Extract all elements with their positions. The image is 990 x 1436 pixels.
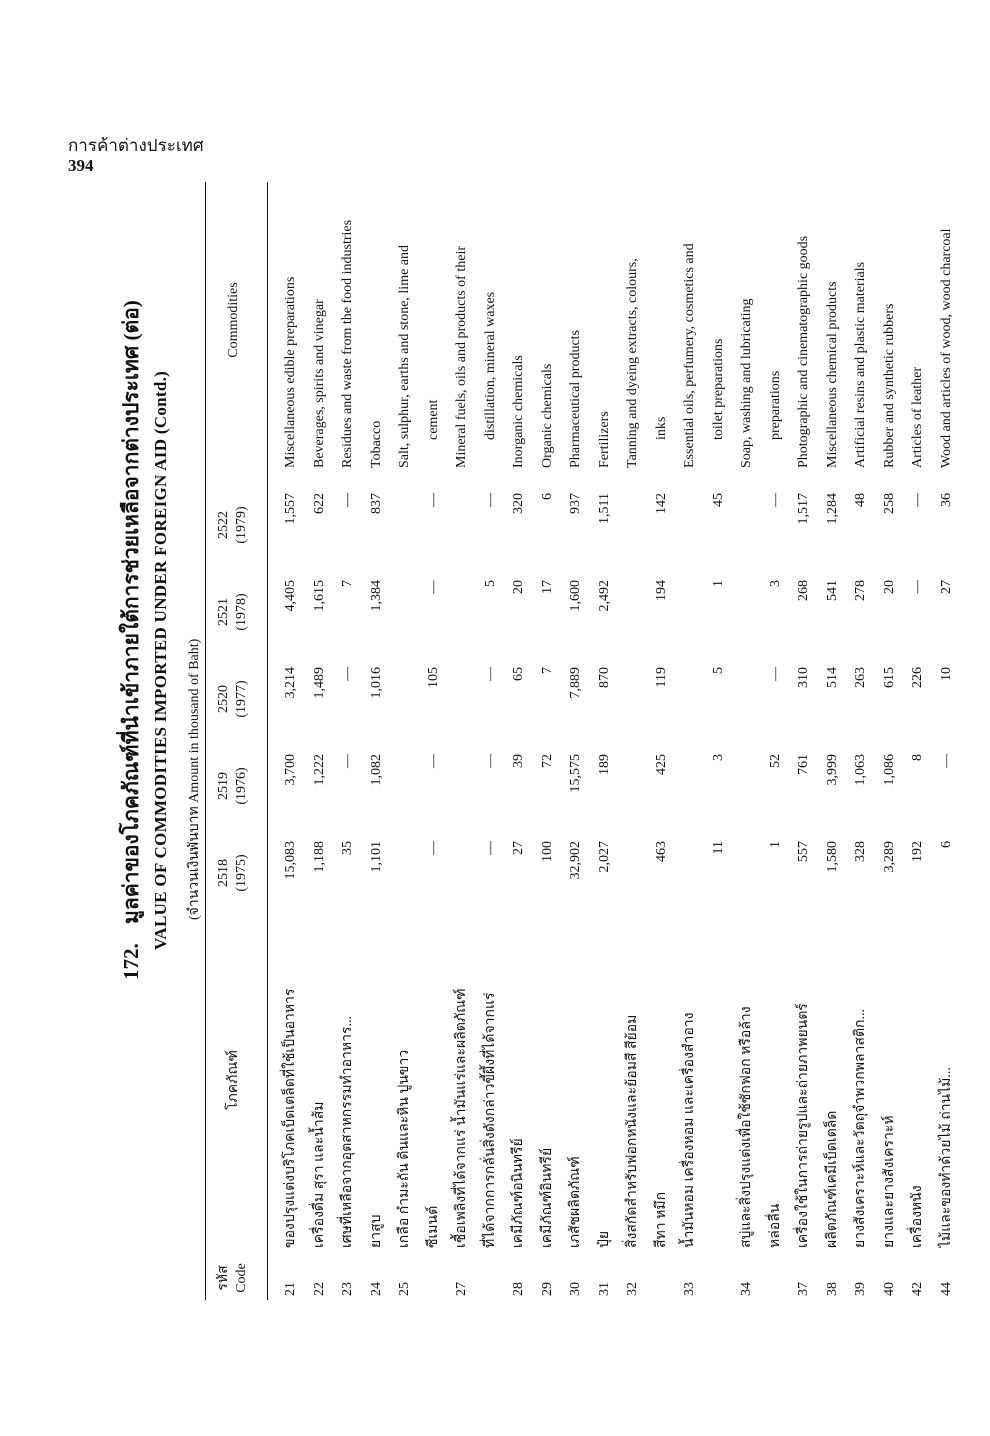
row-value-1: 39 <box>511 754 526 768</box>
col-year-1978 <box>215 580 251 644</box>
row-code: 22 <box>311 1282 327 1296</box>
row-commodity-th <box>420 928 449 1248</box>
row-value-3: 541 <box>824 580 840 601</box>
table-row <box>648 182 677 1300</box>
row-commodity-th <box>477 928 506 1248</box>
row-commodity-en: Pharmaceutical products <box>568 329 583 468</box>
row-value-1: 3,999 <box>824 754 840 786</box>
row-commodity-en: Inorganic chemicals <box>511 355 526 468</box>
row-commodity-en: Artificial resins and plastic materials <box>853 261 868 468</box>
row-value-2: — <box>767 667 783 681</box>
col-year-1979 <box>215 493 251 557</box>
row-commodity-en: Beverages, spirits and vinegar <box>311 299 327 468</box>
row-value-3: 20 <box>511 580 526 594</box>
row-commodity-th <box>904 928 933 1248</box>
table-row <box>762 182 791 1300</box>
row-value-4: 1,511 <box>596 493 612 524</box>
col-year-1977 <box>215 667 251 731</box>
row-value-3: — <box>910 580 925 594</box>
row-commodity-th-text: หล่อลื่น <box>767 1203 783 1248</box>
row-code: 24 <box>368 1282 384 1296</box>
row-value-4: — <box>482 493 498 507</box>
table-row <box>277 182 306 1300</box>
row-value-0: 11 <box>710 841 726 855</box>
col-commodities-en: Commodities <box>226 282 241 358</box>
rotated-table-sheet <box>55 150 954 1300</box>
row-value-4: 1,557 <box>283 493 298 525</box>
table-unit: (จำนวนเงินพันบาท Amount in thousand of Baht) <box>187 638 202 920</box>
row-commodity-en: Salt, sulphur, earths and stone, lime and <box>397 244 412 468</box>
page-number: 394 <box>68 156 94 175</box>
row-commodity-th-text: เกลือ กำมะถัน ดินและหิน ปูนขาว <box>397 1049 412 1248</box>
row-commodity-th <box>933 928 962 1248</box>
row-commodity-en: Miscellaneous chemical products <box>824 281 840 468</box>
row-commodity-th <box>562 928 591 1248</box>
table-row <box>705 182 734 1300</box>
year-ce: (1979) <box>234 506 249 544</box>
row-commodity-th <box>306 928 335 1248</box>
row-commodity-en: Mineral fuels, oils and products of their <box>454 245 469 468</box>
row-value-0: 1,188 <box>311 841 327 873</box>
row-value-4: — <box>910 493 925 507</box>
row-value-0: — <box>482 841 498 855</box>
row-value-4: 6 <box>539 493 555 500</box>
table-row <box>819 182 848 1300</box>
row-value-0: 1,580 <box>824 841 840 873</box>
table-row <box>847 182 876 1300</box>
row-commodity-en: inks <box>653 416 669 440</box>
row-code: 28 <box>511 1282 526 1296</box>
row-value-3: 5 <box>482 580 498 587</box>
row-commodity-th <box>391 928 420 1248</box>
row-value-1: — <box>425 754 441 768</box>
row-commodity-th-text: ไม้และของทำด้วยไม้ ถ่านไม้... <box>938 1067 954 1248</box>
row-commodity-th-text: น้ำมันหอม เครื่องหอม และเครื่องสำอาง <box>682 1012 697 1248</box>
row-value-4: 937 <box>568 493 583 514</box>
row-code: 25 <box>397 1282 412 1296</box>
table-row <box>534 182 563 1300</box>
row-value-1: 1,086 <box>881 754 897 786</box>
row-value-1: 3 <box>710 754 726 761</box>
row-commodity-th-text: ยางสังเคราะห์และวัตถุจำพวกพลาสติก... <box>853 1008 868 1248</box>
row-value-2: 514 <box>824 667 840 688</box>
row-value-2: 1,016 <box>368 667 384 699</box>
row-value-4: 36 <box>938 493 954 507</box>
row-code: 37 <box>796 1282 811 1296</box>
row-value-4: 320 <box>511 493 526 514</box>
row-commodity-en: Essential oils, perfumery, cosmetics and <box>682 243 697 468</box>
table-row <box>306 182 335 1300</box>
row-commodity-en: Tobacco <box>368 420 384 468</box>
table-number: 172. <box>119 943 143 980</box>
row-commodity-en: Fertilizers <box>596 411 612 468</box>
row-value-3: 27 <box>938 580 954 594</box>
row-commodity-th <box>363 928 392 1248</box>
row-commodity-en: Miscellaneous edible preparations <box>283 276 298 468</box>
row-commodity-en: Rubber and synthetic rubbers <box>881 303 897 468</box>
table-row <box>619 182 648 1300</box>
row-commodity-en: Wood and articles of wood, wood charcoal <box>938 228 954 468</box>
row-value-4: — <box>425 493 441 507</box>
row-value-4: 258 <box>881 493 897 514</box>
row-value-0: 557 <box>796 841 811 862</box>
row-commodity-th-text: เภสัชผลิตภัณฑ์ <box>568 1156 583 1248</box>
table-row <box>363 182 392 1300</box>
row-value-2: 870 <box>596 667 612 688</box>
col-year-1975 <box>215 841 251 905</box>
row-commodity-th <box>648 928 677 1248</box>
row-value-3: 7 <box>340 580 355 587</box>
row-code: 29 <box>539 1282 555 1296</box>
row-commodity-th-text: เครื่องดื่ม สุรา และน้ำส้ม <box>311 1101 327 1248</box>
table-row <box>477 182 506 1300</box>
row-commodity-th-text: เครื่องหนัง <box>910 1185 925 1248</box>
row-commodity-en: Soap, washing and lubricating <box>739 298 754 468</box>
row-commodity-th-text: เครื่องใช้ในการถ่ายรูปและถ่ายภาพยนตร์ <box>796 1003 811 1248</box>
col-year-1976 <box>215 754 251 818</box>
row-value-2: 3,214 <box>283 667 298 699</box>
row-value-4: — <box>340 493 355 507</box>
header-title: การค้าต่างประเทศ <box>68 136 204 156</box>
row-value-3: 1 <box>710 580 726 587</box>
row-commodity-th-text: เคมีภัณฑ์อนินทรีย์ <box>511 1138 526 1248</box>
row-value-0: 27 <box>511 841 526 855</box>
row-code: 32 <box>625 1282 640 1296</box>
row-value-2: 263 <box>853 667 868 688</box>
row-commodity-en: distillation, mineral waxes <box>482 291 498 440</box>
row-value-1: 189 <box>596 754 612 775</box>
row-value-0: 192 <box>910 841 925 862</box>
row-commodity-th-text: เศษที่เหลือจากอุตสาหกรรมทำอาหาร... <box>340 1015 355 1248</box>
year-be: 2519 <box>216 772 231 800</box>
table-row <box>591 182 620 1300</box>
row-commodity-th <box>277 928 306 1248</box>
table-row <box>391 182 420 1300</box>
row-value-4: 622 <box>311 493 327 514</box>
row-commodity-th-text: ของปรุงแต่งบริโภคเบ็ดเตล็ดที่ใช้เป็นอาหาร <box>283 988 298 1248</box>
year-ce: (1975) <box>234 854 249 892</box>
row-value-0: 463 <box>653 841 669 862</box>
row-value-1: 52 <box>767 754 783 768</box>
year-be: 2521 <box>216 598 231 626</box>
row-value-2: — <box>340 667 355 681</box>
row-value-1: — <box>482 754 498 768</box>
row-commodity-th-text: ผลิตภัณฑ์เคมีเบ็ดเตล็ด <box>824 1110 840 1248</box>
table-title-en: VALUE OF COMMODITIES IMPORTED UNDER FOREIGN AID (Contd.) <box>151 370 170 950</box>
row-commodity-th <box>733 928 762 1248</box>
year-be: 2522 <box>216 511 231 539</box>
row-value-1: 3,700 <box>283 754 298 786</box>
row-code: 30 <box>568 1282 583 1296</box>
row-commodity-en: Photographic and cinematographic goods <box>796 235 811 468</box>
table-title-th <box>115 300 148 980</box>
row-value-0: 15,083 <box>283 841 298 880</box>
row-code: 31 <box>596 1282 612 1296</box>
row-commodity-th-text: สีทา หมึก <box>653 1191 669 1248</box>
row-value-0: 328 <box>853 841 868 862</box>
col-code-en: Code <box>234 1263 249 1293</box>
row-value-3: 268 <box>796 580 811 601</box>
row-code: 27 <box>454 1282 469 1296</box>
table-row <box>334 182 363 1300</box>
row-value-2: 7 <box>539 667 555 674</box>
row-value-0: 2,027 <box>596 841 612 873</box>
col-commodity-th: โภคภัณฑ์ <box>226 1050 241 1110</box>
row-commodity-th-text: ยางและยางสังเคราะห์ <box>881 1115 897 1248</box>
row-commodity-th <box>762 928 791 1248</box>
row-commodity-th-text: เคมีภัณฑ์อินทรีย์ <box>539 1147 555 1248</box>
title-th-text: มูลค่าของโภคภัณฑ์ที่นำเข้าภายใต้การช่วยเหลือจากต่างประเทศ (ต่อ) <box>119 300 143 924</box>
row-commodity-en: toilet preparations <box>710 338 726 440</box>
row-value-2: 119 <box>653 667 669 688</box>
row-commodity-th <box>876 928 905 1248</box>
row-commodity-th <box>534 928 563 1248</box>
row-value-1: 761 <box>796 754 811 775</box>
row-value-2: — <box>482 667 498 681</box>
row-value-0: 35 <box>340 841 355 855</box>
row-commodity-th <box>847 928 876 1248</box>
row-value-0: — <box>425 841 441 855</box>
row-value-4: — <box>767 493 783 507</box>
table-row <box>505 182 534 1300</box>
row-code: 42 <box>910 1282 925 1296</box>
row-code: 34 <box>739 1282 754 1296</box>
row-commodity-th <box>448 928 477 1248</box>
row-value-3: 4,405 <box>283 580 298 612</box>
row-commodity-th <box>790 928 819 1248</box>
row-value-2: 1,489 <box>311 667 327 699</box>
row-value-3: 1,600 <box>568 580 583 612</box>
year-ce: (1976) <box>234 767 249 805</box>
row-code: 21 <box>283 1282 298 1296</box>
table-row <box>420 182 449 1300</box>
row-value-3: 3 <box>767 580 783 587</box>
row-value-2: 10 <box>938 667 954 681</box>
row-commodity-th <box>819 928 848 1248</box>
row-commodity-th-text: ปุ๋ย <box>596 1230 612 1248</box>
row-code: 38 <box>824 1282 840 1296</box>
row-commodity-th-text: ยาสูบ <box>368 1214 384 1248</box>
row-value-3: 17 <box>539 580 555 594</box>
row-value-2: 615 <box>881 667 897 688</box>
row-value-3: — <box>425 580 441 594</box>
row-value-1: 8 <box>910 754 925 761</box>
row-commodity-en: Articles of leather <box>910 366 925 468</box>
col-code <box>215 1256 251 1300</box>
row-commodity-th-text: ซีเมนต์ <box>425 1205 441 1248</box>
row-value-2: 65 <box>511 667 526 681</box>
row-value-4: 45 <box>710 493 726 507</box>
table-body <box>277 182 961 1300</box>
row-value-4: 1,517 <box>796 493 811 525</box>
row-value-0: 1,101 <box>368 841 384 873</box>
row-value-2: 7,889 <box>568 667 583 699</box>
row-value-1: 425 <box>653 754 669 775</box>
table-row <box>448 182 477 1300</box>
row-value-2: 310 <box>796 667 811 688</box>
row-commodity-th <box>619 928 648 1248</box>
table-row <box>933 182 962 1300</box>
row-value-0: 100 <box>539 841 555 862</box>
row-commodity-en: cement <box>425 399 441 440</box>
row-value-0: 1 <box>767 841 783 848</box>
row-value-2: 5 <box>710 667 726 674</box>
year-ce: (1978) <box>234 593 249 631</box>
row-value-2: 226 <box>910 667 925 688</box>
row-value-0: 32,902 <box>568 841 583 880</box>
row-commodity-en: Residues and waste from the food industries <box>340 219 355 468</box>
col-code-th: รหัส <box>216 1265 231 1291</box>
row-value-3: 1,384 <box>368 580 384 612</box>
row-code: 40 <box>881 1282 897 1296</box>
row-code: 33 <box>682 1282 697 1296</box>
header-rule <box>267 182 268 1300</box>
row-value-4: 837 <box>368 493 384 514</box>
row-commodity-th <box>591 928 620 1248</box>
table-row <box>904 182 933 1300</box>
row-value-4: 48 <box>853 493 868 507</box>
row-value-3: 1,615 <box>311 580 327 612</box>
row-value-4: 142 <box>653 493 669 514</box>
row-value-3: 194 <box>653 580 669 601</box>
year-be: 2518 <box>216 859 231 887</box>
row-value-1: 1,082 <box>368 754 384 786</box>
table-row <box>876 182 905 1300</box>
row-value-1: 15,575 <box>568 754 583 793</box>
row-value-1: 72 <box>539 754 555 768</box>
row-value-0: 3,289 <box>881 841 897 873</box>
row-value-0: 6 <box>938 841 954 848</box>
row-commodity-th-text: ที่ได้จากการกลั่นสิ่งดังกล่าวขี้ผึ้งที่ได้จากแร่ <box>482 992 498 1248</box>
row-value-3: 2,492 <box>596 580 612 612</box>
row-value-1: 1,222 <box>311 754 327 786</box>
row-commodity-th-text: สิ่งสกัดสำหรับฟอกหนังและย้อมสี สีย้อม <box>625 1014 640 1248</box>
top-rule <box>205 182 206 1300</box>
row-code: 23 <box>340 1282 355 1296</box>
row-value-3: 278 <box>853 580 868 601</box>
row-value-1: — <box>340 754 355 768</box>
table-row <box>733 182 762 1300</box>
row-code: 39 <box>853 1282 868 1296</box>
table-row <box>562 182 591 1300</box>
row-value-2: 105 <box>425 667 441 688</box>
row-commodity-th-text: เชื้อเพลิงที่ได้จากแร่ น้ำมันแร่และผลิตภัณฑ์ <box>454 988 469 1248</box>
row-value-4: 1,284 <box>824 493 840 525</box>
row-commodity-th <box>505 928 534 1248</box>
year-be: 2520 <box>216 685 231 713</box>
row-value-1: 1,063 <box>853 754 868 786</box>
row-code: 44 <box>938 1282 954 1296</box>
row-commodity-th-text: สบู่และสิ่งปรุงแต่งเพื่อใช้ซักฟอก หรือล้าง <box>739 1006 754 1248</box>
row-commodity-en: Tanning and dyeing extracts, colours, <box>625 258 640 468</box>
row-commodity-th <box>676 928 705 1248</box>
row-value-1: — <box>938 754 954 768</box>
row-commodity-en: preparations <box>767 370 783 440</box>
row-commodity-th <box>334 928 363 1248</box>
year-ce: (1977) <box>234 680 249 718</box>
table-row <box>790 182 819 1300</box>
table-row <box>676 182 705 1300</box>
row-commodity-en: Organic chemicals <box>539 363 555 468</box>
row-value-3: 20 <box>881 580 897 594</box>
